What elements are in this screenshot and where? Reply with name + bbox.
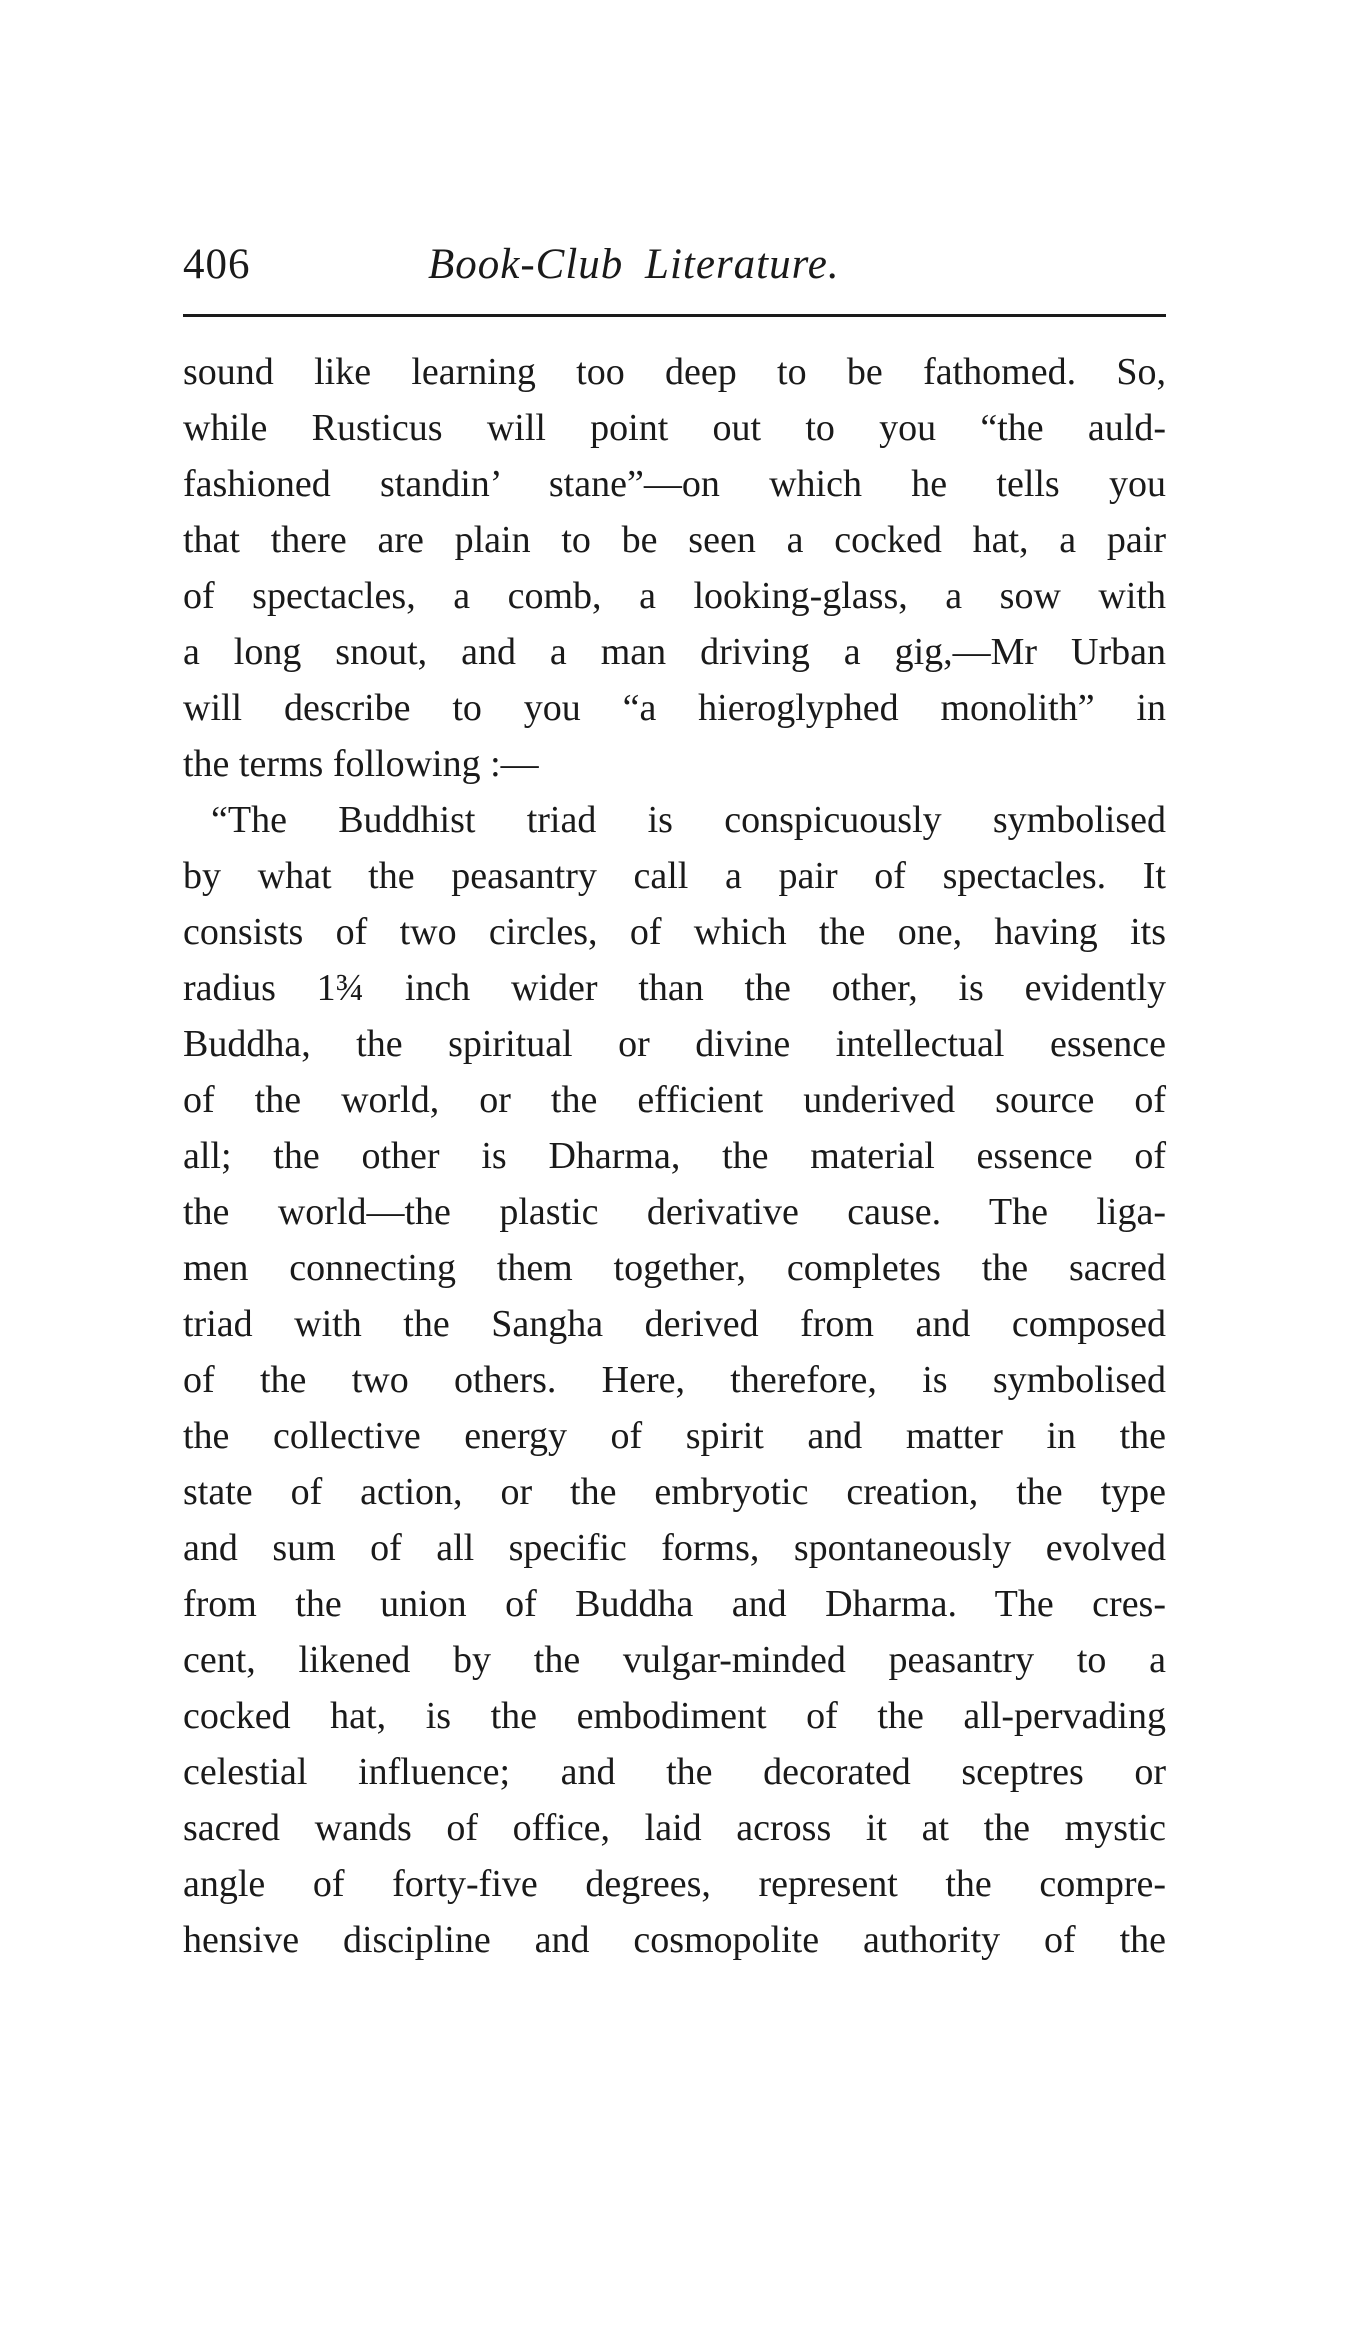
text-line: “The Buddhist triad is conspicuously symbolised <box>211 799 1166 841</box>
text-line: of spectacles, a comb, a looking-glass, a sow with <box>183 575 1166 617</box>
text-line: will describe to you “a hieroglyphed monolith” in <box>183 687 1166 729</box>
body-text <box>183 344 1166 1968</box>
text-line: cent, likened by the vulgar-minded peasantry to a <box>183 1639 1166 1681</box>
text-line: all; the other is Dharma, the material essence of <box>183 1135 1166 1177</box>
text-line: and sum of all specific forms, spontaneously evolved <box>183 1527 1166 1569</box>
text-line: the terms following :— <box>183 743 539 785</box>
text-line: angle of forty-five degrees, represent the compre- <box>183 1863 1166 1905</box>
text-line: while Rusticus will point out to you “the auld- <box>183 407 1166 449</box>
text-line: celestial influence; and the decorated sceptres or <box>183 1751 1166 1793</box>
text-line: consists of two circles, of which the one, having its <box>183 911 1166 953</box>
text-line: sound like learning too deep to be fathomed. So, <box>183 351 1166 393</box>
text-line: of the world, or the efficient underived source of <box>183 1079 1166 1121</box>
page-number: 406 <box>183 241 251 288</box>
text-line: radius 1¾ inch wider than the other, is evidently <box>183 967 1166 1009</box>
text-line: of the two others. Here, therefore, is symbolised <box>183 1359 1166 1401</box>
text-line: fashioned standin’ stane”—on which he tells you <box>183 463 1166 505</box>
header-rule <box>183 314 1166 317</box>
running-head <box>183 230 1166 300</box>
text-line: by what the peasantry call a pair of spectacles. It <box>183 855 1166 897</box>
text-line: hensive discipline and cosmopolite authority of the <box>183 1919 1166 1961</box>
text-line: cocked hat, is the embodiment of the all-pervading <box>183 1695 1166 1737</box>
running-title: Book-Club Literature. <box>428 241 840 288</box>
text-line: triad with the Sangha derived from and composed <box>183 1303 1166 1345</box>
text-line: state of action, or the embryotic creation, the type <box>183 1471 1166 1513</box>
text-line: the collective energy of spirit and matter in the <box>183 1415 1166 1457</box>
text-line: from the union of Buddha and Dharma. The cres- <box>183 1583 1166 1625</box>
text-line: a long snout, and a man driving a gig,—Mr Urban <box>183 631 1166 673</box>
text-line: the world—the plastic derivative cause. The liga- <box>183 1191 1166 1233</box>
text-line: that there are plain to be seen a cocked hat, a pair <box>183 519 1166 561</box>
text-line: sacred wands of office, laid across it at the mystic <box>183 1807 1166 1849</box>
text-line: men connecting them together, completes the sacred <box>183 1247 1166 1289</box>
text-line: Buddha, the spiritual or divine intellectual essence <box>183 1023 1166 1065</box>
